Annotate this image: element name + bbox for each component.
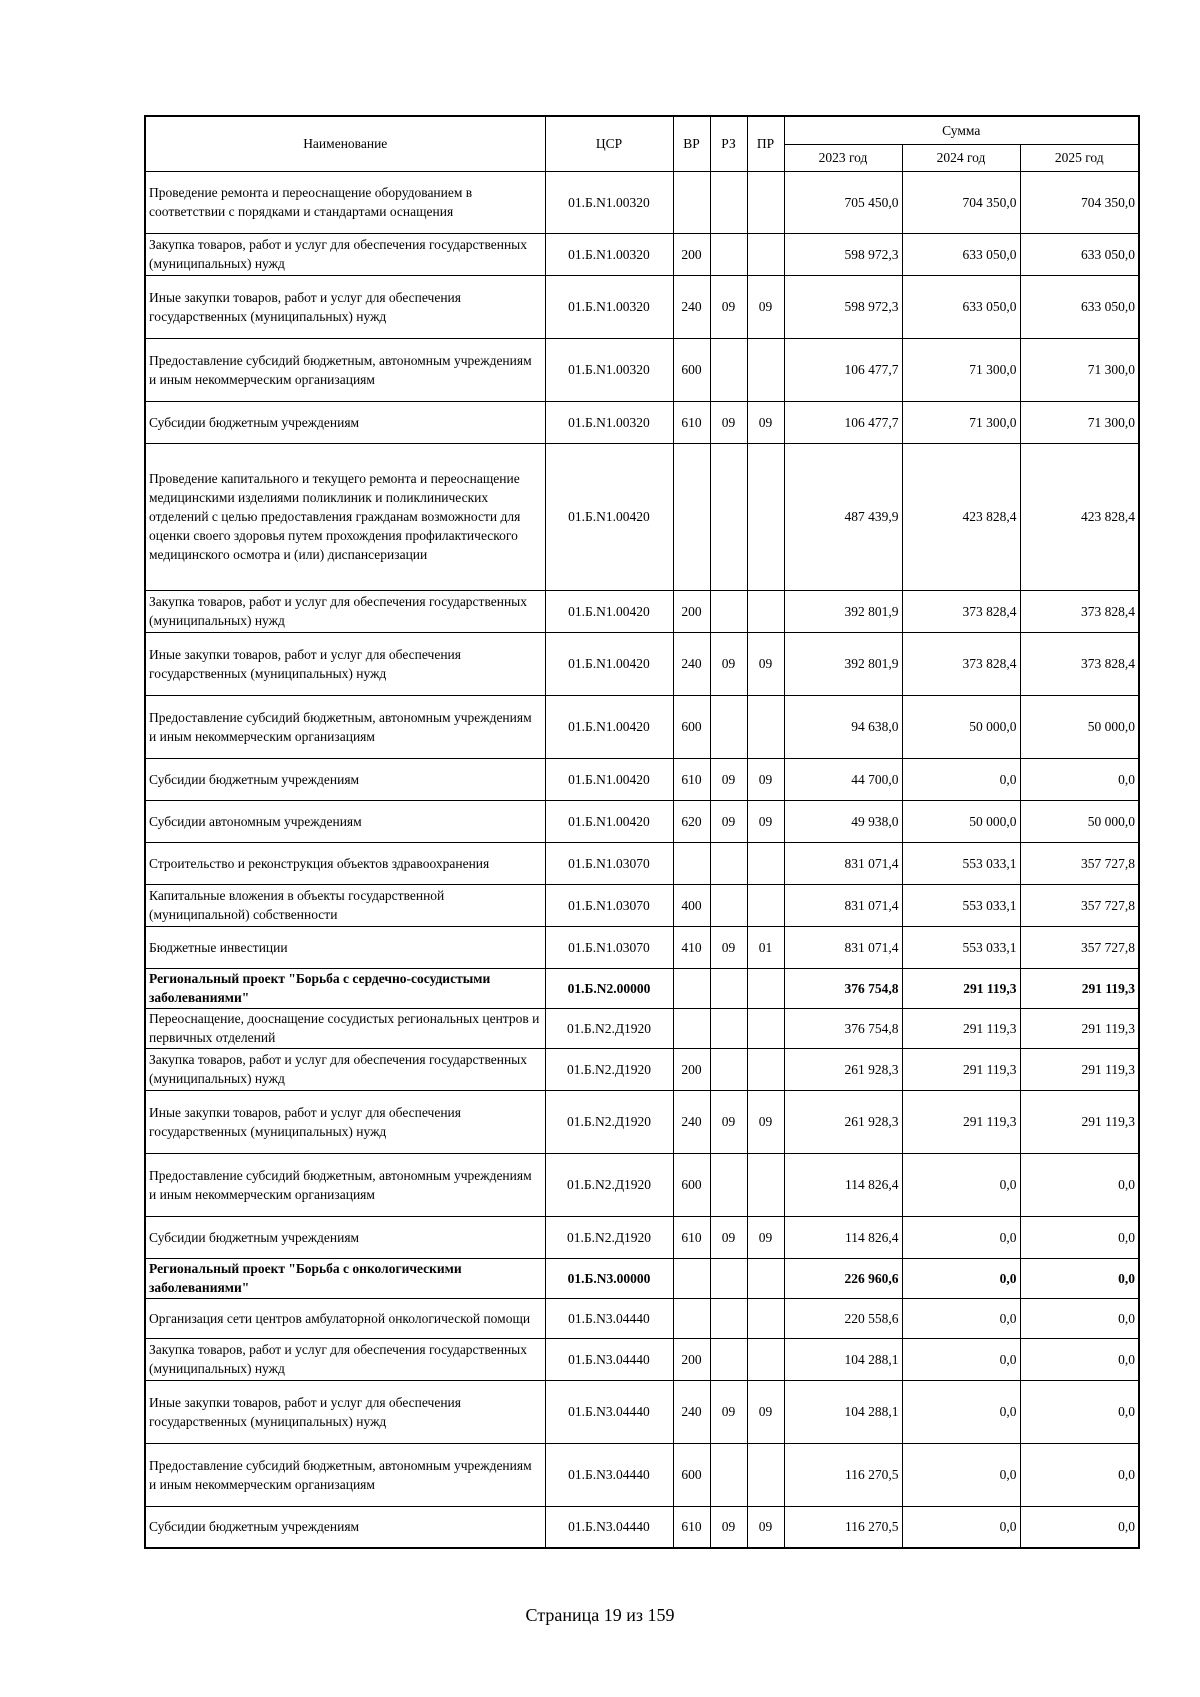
cell-pr: 09 — [747, 1380, 784, 1443]
cell-rz — [710, 1298, 747, 1338]
cell-pr — [747, 695, 784, 758]
cell-csr: 01.Б.N1.03070 — [545, 926, 673, 968]
cell-sum-2024: 291 119,3 — [902, 1090, 1020, 1153]
cell-sum-2023: 106 477,7 — [784, 338, 902, 401]
cell-sum-2025: 373 828,4 — [1020, 590, 1139, 632]
cell-csr: 01.Б.N3.04440 — [545, 1298, 673, 1338]
cell-name: Субсидии бюджетным учреждениям — [145, 758, 545, 800]
cell-sum-2023: 49 938,0 — [784, 800, 902, 842]
table-row — [145, 1153, 1139, 1216]
cell-csr: 01.Б.N1.00320 — [545, 338, 673, 401]
table-row — [145, 1380, 1139, 1443]
cell-sum-2025: 71 300,0 — [1020, 401, 1139, 443]
cell-vr: 400 — [673, 884, 710, 926]
table-row — [145, 338, 1139, 401]
cell-pr: 01 — [747, 926, 784, 968]
table-row — [145, 968, 1139, 1008]
cell-rz — [710, 443, 747, 590]
cell-sum-2023: 116 270,5 — [784, 1443, 902, 1506]
table-row — [145, 884, 1139, 926]
cell-name: Региональный проект "Борьба с онкологическими заболеваниями" — [145, 1258, 545, 1298]
cell-rz — [710, 171, 747, 233]
cell-vr — [673, 443, 710, 590]
cell-csr: 01.Б.N1.00420 — [545, 800, 673, 842]
cell-pr — [747, 171, 784, 233]
table-row — [145, 695, 1139, 758]
cell-sum-2023: 392 801,9 — [784, 632, 902, 695]
cell-pr: 09 — [747, 800, 784, 842]
cell-sum-2025: 357 727,8 — [1020, 926, 1139, 968]
cell-pr — [747, 590, 784, 632]
cell-sum-2024: 291 119,3 — [902, 968, 1020, 1008]
cell-sum-2023: 261 928,3 — [784, 1048, 902, 1090]
cell-sum-2024: 553 033,1 — [902, 842, 1020, 884]
cell-csr: 01.Б.N1.00320 — [545, 275, 673, 338]
cell-sum-2025: 704 350,0 — [1020, 171, 1139, 233]
cell-sum-2025: 291 119,3 — [1020, 1090, 1139, 1153]
cell-sum-2023: 376 754,8 — [784, 968, 902, 1008]
cell-sum-2024: 0,0 — [902, 1298, 1020, 1338]
cell-pr: 09 — [747, 1506, 784, 1548]
cell-sum-2024: 633 050,0 — [902, 233, 1020, 275]
cell-pr — [747, 1338, 784, 1380]
cell-csr: 01.Б.N1.03070 — [545, 842, 673, 884]
header-year-2023: 2023 год — [784, 144, 902, 171]
cell-name: Предоставление субсидий бюджетным, автономным учреждениям и иным некоммерческим организациям — [145, 338, 545, 401]
cell-sum-2025: 357 727,8 — [1020, 842, 1139, 884]
cell-sum-2025: 0,0 — [1020, 1153, 1139, 1216]
cell-sum-2023: 94 638,0 — [784, 695, 902, 758]
cell-sum-2025: 71 300,0 — [1020, 338, 1139, 401]
cell-csr: 01.Б.N1.00320 — [545, 401, 673, 443]
cell-name: Проведение ремонта и переоснащение оборудованием в соответствии с порядками и стандартами оснащения — [145, 171, 545, 233]
cell-sum-2025: 50 000,0 — [1020, 695, 1139, 758]
cell-vr: 200 — [673, 590, 710, 632]
cell-pr: 09 — [747, 1090, 784, 1153]
cell-sum-2024: 373 828,4 — [902, 590, 1020, 632]
cell-sum-2024: 0,0 — [902, 1338, 1020, 1380]
table-body — [145, 171, 1139, 1548]
cell-vr: 600 — [673, 1443, 710, 1506]
cell-csr: 01.Б.N1.03070 — [545, 884, 673, 926]
table-row — [145, 632, 1139, 695]
cell-sum-2023: 831 071,4 — [784, 926, 902, 968]
cell-name: Закупка товаров, работ и услуг для обеспечения государственных (муниципальных) нужд — [145, 233, 545, 275]
cell-rz — [710, 1008, 747, 1048]
cell-vr: 610 — [673, 401, 710, 443]
header-rz: РЗ — [710, 116, 747, 171]
cell-sum-2025: 357 727,8 — [1020, 884, 1139, 926]
table-row — [145, 1048, 1139, 1090]
cell-sum-2025: 0,0 — [1020, 1443, 1139, 1506]
cell-sum-2024: 373 828,4 — [902, 632, 1020, 695]
cell-name: Предоставление субсидий бюджетным, автономным учреждениям и иным некоммерческим организациям — [145, 1153, 545, 1216]
cell-rz — [710, 884, 747, 926]
cell-sum-2025: 291 119,3 — [1020, 968, 1139, 1008]
cell-pr — [747, 884, 784, 926]
cell-name: Предоставление субсидий бюджетным, автономным учреждениям и иным некоммерческим организациям — [145, 695, 545, 758]
cell-sum-2024: 291 119,3 — [902, 1008, 1020, 1048]
cell-csr: 01.Б.N1.00420 — [545, 443, 673, 590]
header-year-2025: 2025 год — [1020, 144, 1139, 171]
cell-name: Субсидии бюджетным учреждениям — [145, 1216, 545, 1258]
cell-sum-2024: 423 828,4 — [902, 443, 1020, 590]
table-row — [145, 171, 1139, 233]
cell-sum-2025: 0,0 — [1020, 1506, 1139, 1548]
cell-rz — [710, 338, 747, 401]
cell-csr: 01.Б.N2.Д1920 — [545, 1048, 673, 1090]
cell-vr — [673, 1008, 710, 1048]
table-row — [145, 842, 1139, 884]
cell-csr: 01.Б.N1.00420 — [545, 758, 673, 800]
cell-sum-2023: 831 071,4 — [784, 884, 902, 926]
cell-csr: 01.Б.N3.04440 — [545, 1443, 673, 1506]
cell-pr — [747, 233, 784, 275]
cell-pr — [747, 1298, 784, 1338]
cell-vr: 620 — [673, 800, 710, 842]
cell-vr — [673, 1258, 710, 1298]
cell-sum-2023: 104 288,1 — [784, 1338, 902, 1380]
cell-sum-2024: 0,0 — [902, 1443, 1020, 1506]
table-row — [145, 1090, 1139, 1153]
cell-sum-2024: 553 033,1 — [902, 926, 1020, 968]
cell-rz — [710, 233, 747, 275]
page-number: Страница 19 из 159 — [525, 1605, 675, 1625]
cell-vr: 410 — [673, 926, 710, 968]
cell-csr: 01.Б.N1.00420 — [545, 695, 673, 758]
cell-rz: 09 — [710, 401, 747, 443]
cell-sum-2023: 392 801,9 — [784, 590, 902, 632]
cell-name: Закупка товаров, работ и услуг для обеспечения государственных (муниципальных) нужд — [145, 1048, 545, 1090]
header-year-2024: 2024 год — [902, 144, 1020, 171]
header-csr: ЦСР — [545, 116, 673, 171]
cell-rz — [710, 590, 747, 632]
cell-pr — [747, 1048, 784, 1090]
cell-sum-2024: 71 300,0 — [902, 338, 1020, 401]
cell-pr — [747, 338, 784, 401]
cell-vr — [673, 171, 710, 233]
cell-name: Закупка товаров, работ и услуг для обеспечения государственных (муниципальных) нужд — [145, 590, 545, 632]
header-sum: Сумма — [784, 116, 1139, 144]
cell-vr: 240 — [673, 275, 710, 338]
cell-csr: 01.Б.N1.00320 — [545, 171, 673, 233]
cell-vr: 600 — [673, 695, 710, 758]
table-row — [145, 1008, 1139, 1048]
cell-rz: 09 — [710, 1380, 747, 1443]
cell-vr — [673, 1298, 710, 1338]
table-row — [145, 926, 1139, 968]
cell-sum-2024: 0,0 — [902, 1380, 1020, 1443]
cell-pr: 09 — [747, 275, 784, 338]
cell-sum-2024: 553 033,1 — [902, 884, 1020, 926]
cell-name: Переоснащение, дооснащение сосудистых региональных центров и первичных отделений — [145, 1008, 545, 1048]
table-row — [145, 1506, 1139, 1548]
cell-name: Субсидии бюджетным учреждениям — [145, 401, 545, 443]
cell-pr: 09 — [747, 401, 784, 443]
cell-sum-2023: 705 450,0 — [784, 171, 902, 233]
cell-pr — [747, 842, 784, 884]
cell-vr: 610 — [673, 758, 710, 800]
cell-sum-2025: 0,0 — [1020, 1338, 1139, 1380]
cell-vr: 600 — [673, 1153, 710, 1216]
cell-sum-2023: 106 477,7 — [784, 401, 902, 443]
cell-vr: 600 — [673, 338, 710, 401]
cell-sum-2024: 71 300,0 — [902, 401, 1020, 443]
budget-table — [144, 115, 1140, 1549]
cell-pr — [747, 1008, 784, 1048]
cell-sum-2023: 261 928,3 — [784, 1090, 902, 1153]
cell-sum-2025: 0,0 — [1020, 1380, 1139, 1443]
cell-sum-2025: 633 050,0 — [1020, 275, 1139, 338]
cell-name: Иные закупки товаров, работ и услуг для обеспечения государственных (муниципальных) нужд — [145, 1090, 545, 1153]
cell-name: Проведение капитального и текущего ремонта и переоснащение медицинскими изделиями поликлиник и поликлинических отделений с целью предоставления гражданам возможности для оценки своего здоровья путем прохождения профилактического медицинского осмотра и (или) диспансеризации — [145, 443, 545, 590]
cell-sum-2025: 0,0 — [1020, 1258, 1139, 1298]
cell-sum-2023: 220 558,6 — [784, 1298, 902, 1338]
cell-vr: 200 — [673, 1338, 710, 1380]
cell-sum-2024: 633 050,0 — [902, 275, 1020, 338]
cell-rz — [710, 1258, 747, 1298]
cell-vr: 240 — [673, 1090, 710, 1153]
cell-pr — [747, 443, 784, 590]
cell-rz: 09 — [710, 1216, 747, 1258]
cell-sum-2023: 831 071,4 — [784, 842, 902, 884]
table-row — [145, 275, 1139, 338]
header-pr: ПР — [747, 116, 784, 171]
cell-pr — [747, 1258, 784, 1298]
cell-pr — [747, 1443, 784, 1506]
cell-csr: 01.Б.N1.00420 — [545, 590, 673, 632]
cell-vr: 200 — [673, 1048, 710, 1090]
table-row — [145, 1258, 1139, 1298]
cell-vr — [673, 968, 710, 1008]
cell-pr: 09 — [747, 632, 784, 695]
cell-sum-2024: 50 000,0 — [902, 800, 1020, 842]
cell-sum-2024: 291 119,3 — [902, 1048, 1020, 1090]
cell-csr: 01.Б.N3.04440 — [545, 1380, 673, 1443]
cell-sum-2025: 50 000,0 — [1020, 800, 1139, 842]
cell-sum-2025: 423 828,4 — [1020, 443, 1139, 590]
cell-sum-2025: 0,0 — [1020, 1298, 1139, 1338]
cell-name: Строительство и реконструкция объектов здравоохранения — [145, 842, 545, 884]
cell-rz: 09 — [710, 1090, 747, 1153]
cell-pr: 09 — [747, 1216, 784, 1258]
cell-sum-2025: 0,0 — [1020, 758, 1139, 800]
cell-csr: 01.Б.N2.Д1920 — [545, 1008, 673, 1048]
cell-name: Закупка товаров, работ и услуг для обеспечения государственных (муниципальных) нужд — [145, 1338, 545, 1380]
cell-sum-2024: 0,0 — [902, 1153, 1020, 1216]
cell-name: Региональный проект "Борьба с сердечно-сосудистыми заболеваниями" — [145, 968, 545, 1008]
cell-vr: 240 — [673, 1380, 710, 1443]
cell-csr: 01.Б.N2.Д1920 — [545, 1153, 673, 1216]
cell-rz: 09 — [710, 800, 747, 842]
header-vr: ВР — [673, 116, 710, 171]
cell-sum-2023: 44 700,0 — [784, 758, 902, 800]
cell-rz — [710, 1153, 747, 1216]
cell-name: Организация сети центров амбулаторной онкологической помощи — [145, 1298, 545, 1338]
cell-pr — [747, 968, 784, 1008]
cell-sum-2023: 114 826,4 — [784, 1153, 902, 1216]
cell-rz — [710, 1443, 747, 1506]
cell-sum-2025: 373 828,4 — [1020, 632, 1139, 695]
cell-rz: 09 — [710, 758, 747, 800]
cell-sum-2023: 226 960,6 — [784, 1258, 902, 1298]
cell-rz — [710, 695, 747, 758]
cell-rz — [710, 842, 747, 884]
cell-name: Капитальные вложения в объекты государственной (муниципальной) собственности — [145, 884, 545, 926]
cell-sum-2024: 0,0 — [902, 1216, 1020, 1258]
cell-sum-2025: 291 119,3 — [1020, 1008, 1139, 1048]
cell-csr: 01.Б.N1.00420 — [545, 632, 673, 695]
table-row — [145, 443, 1139, 590]
cell-sum-2025: 633 050,0 — [1020, 233, 1139, 275]
cell-csr: 01.Б.N2.Д1920 — [545, 1216, 673, 1258]
cell-name: Иные закупки товаров, работ и услуг для обеспечения государственных (муниципальных) нужд — [145, 632, 545, 695]
cell-name: Субсидии автономным учреждениям — [145, 800, 545, 842]
cell-rz: 09 — [710, 1506, 747, 1548]
cell-csr: 01.Б.N1.00320 — [545, 233, 673, 275]
cell-sum-2023: 114 826,4 — [784, 1216, 902, 1258]
cell-csr: 01.Б.N2.00000 — [545, 968, 673, 1008]
table-row — [145, 233, 1139, 275]
cell-name: Предоставление субсидий бюджетным, автономным учреждениям и иным некоммерческим организациям — [145, 1443, 545, 1506]
cell-pr: 09 — [747, 758, 784, 800]
cell-name: Иные закупки товаров, работ и услуг для обеспечения государственных (муниципальных) нужд — [145, 275, 545, 338]
cell-sum-2023: 598 972,3 — [784, 275, 902, 338]
table-header — [145, 116, 1139, 171]
cell-csr: 01.Б.N3.00000 — [545, 1258, 673, 1298]
table-row — [145, 1338, 1139, 1380]
cell-sum-2023: 487 439,9 — [784, 443, 902, 590]
table-row — [145, 758, 1139, 800]
cell-rz: 09 — [710, 926, 747, 968]
table-row — [145, 1216, 1139, 1258]
cell-csr: 01.Б.N2.Д1920 — [545, 1090, 673, 1153]
cell-rz: 09 — [710, 275, 747, 338]
cell-csr: 01.Б.N3.04440 — [545, 1338, 673, 1380]
cell-sum-2024: 0,0 — [902, 1506, 1020, 1548]
table-row — [145, 800, 1139, 842]
cell-sum-2025: 0,0 — [1020, 1216, 1139, 1258]
cell-sum-2024: 704 350,0 — [902, 171, 1020, 233]
cell-sum-2023: 104 288,1 — [784, 1380, 902, 1443]
cell-sum-2023: 376 754,8 — [784, 1008, 902, 1048]
cell-name: Иные закупки товаров, работ и услуг для обеспечения государственных (муниципальных) нужд — [145, 1380, 545, 1443]
table-row — [145, 1298, 1139, 1338]
cell-vr: 200 — [673, 233, 710, 275]
cell-vr: 610 — [673, 1216, 710, 1258]
cell-vr: 240 — [673, 632, 710, 695]
cell-rz — [710, 1338, 747, 1380]
table-row — [145, 1443, 1139, 1506]
cell-sum-2025: 291 119,3 — [1020, 1048, 1139, 1090]
cell-vr — [673, 842, 710, 884]
header-name: Наименование — [145, 116, 545, 171]
cell-name: Бюджетные инвестиции — [145, 926, 545, 968]
cell-sum-2024: 50 000,0 — [902, 695, 1020, 758]
cell-rz — [710, 968, 747, 1008]
cell-rz: 09 — [710, 632, 747, 695]
table-row — [145, 590, 1139, 632]
cell-sum-2024: 0,0 — [902, 758, 1020, 800]
cell-pr — [747, 1153, 784, 1216]
cell-rz — [710, 1048, 747, 1090]
cell-sum-2023: 598 972,3 — [784, 233, 902, 275]
cell-sum-2023: 116 270,5 — [784, 1506, 902, 1548]
cell-sum-2024: 0,0 — [902, 1258, 1020, 1298]
cell-vr: 610 — [673, 1506, 710, 1548]
cell-name: Субсидии бюджетным учреждениям — [145, 1506, 545, 1548]
table-row — [145, 401, 1139, 443]
cell-csr: 01.Б.N3.04440 — [545, 1506, 673, 1548]
